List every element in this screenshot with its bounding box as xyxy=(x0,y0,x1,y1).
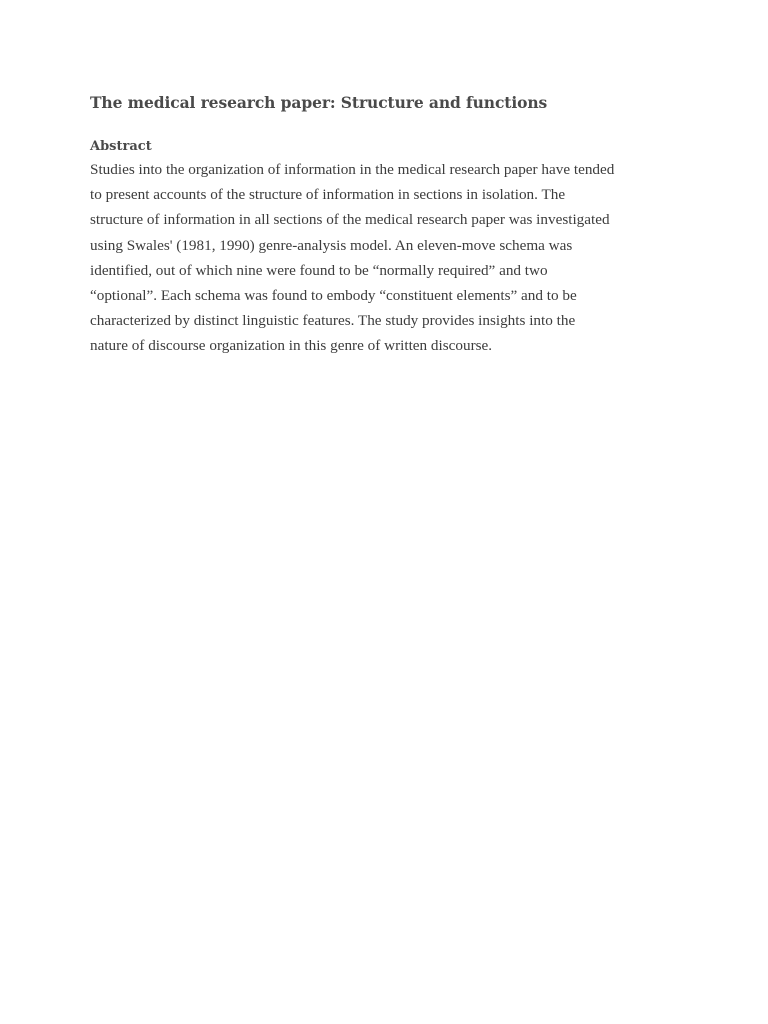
paper-title: The medical research paper: Structure and functions xyxy=(90,93,548,112)
abstract-line: nature of discourse organization in this genre of written discourse. xyxy=(90,337,493,355)
abstract-line: characterized by distinct linguistic features. The study provides insights into the xyxy=(90,312,576,330)
abstract-line: “optional”. Each schema was found to embody “constituent elements” and to be xyxy=(90,287,577,305)
abstract-line: identified, out of which nine were found to be “normally required” and two xyxy=(90,261,548,279)
abstract-line: structure of information in all sections of the medical research paper was investigated xyxy=(90,211,610,229)
abstract-line: to present accounts of the structure of information in sections in isolation. The xyxy=(90,186,566,204)
document-content xyxy=(90,92,690,359)
abstract-body xyxy=(90,157,690,359)
abstract-line: using Swales' (1981, 1990) genre-analysis model. An eleven-move schema was xyxy=(90,236,573,254)
abstract-heading: Abstract xyxy=(90,139,152,154)
abstract-line: Studies into the organization of information in the medical research paper have tended xyxy=(90,161,615,178)
